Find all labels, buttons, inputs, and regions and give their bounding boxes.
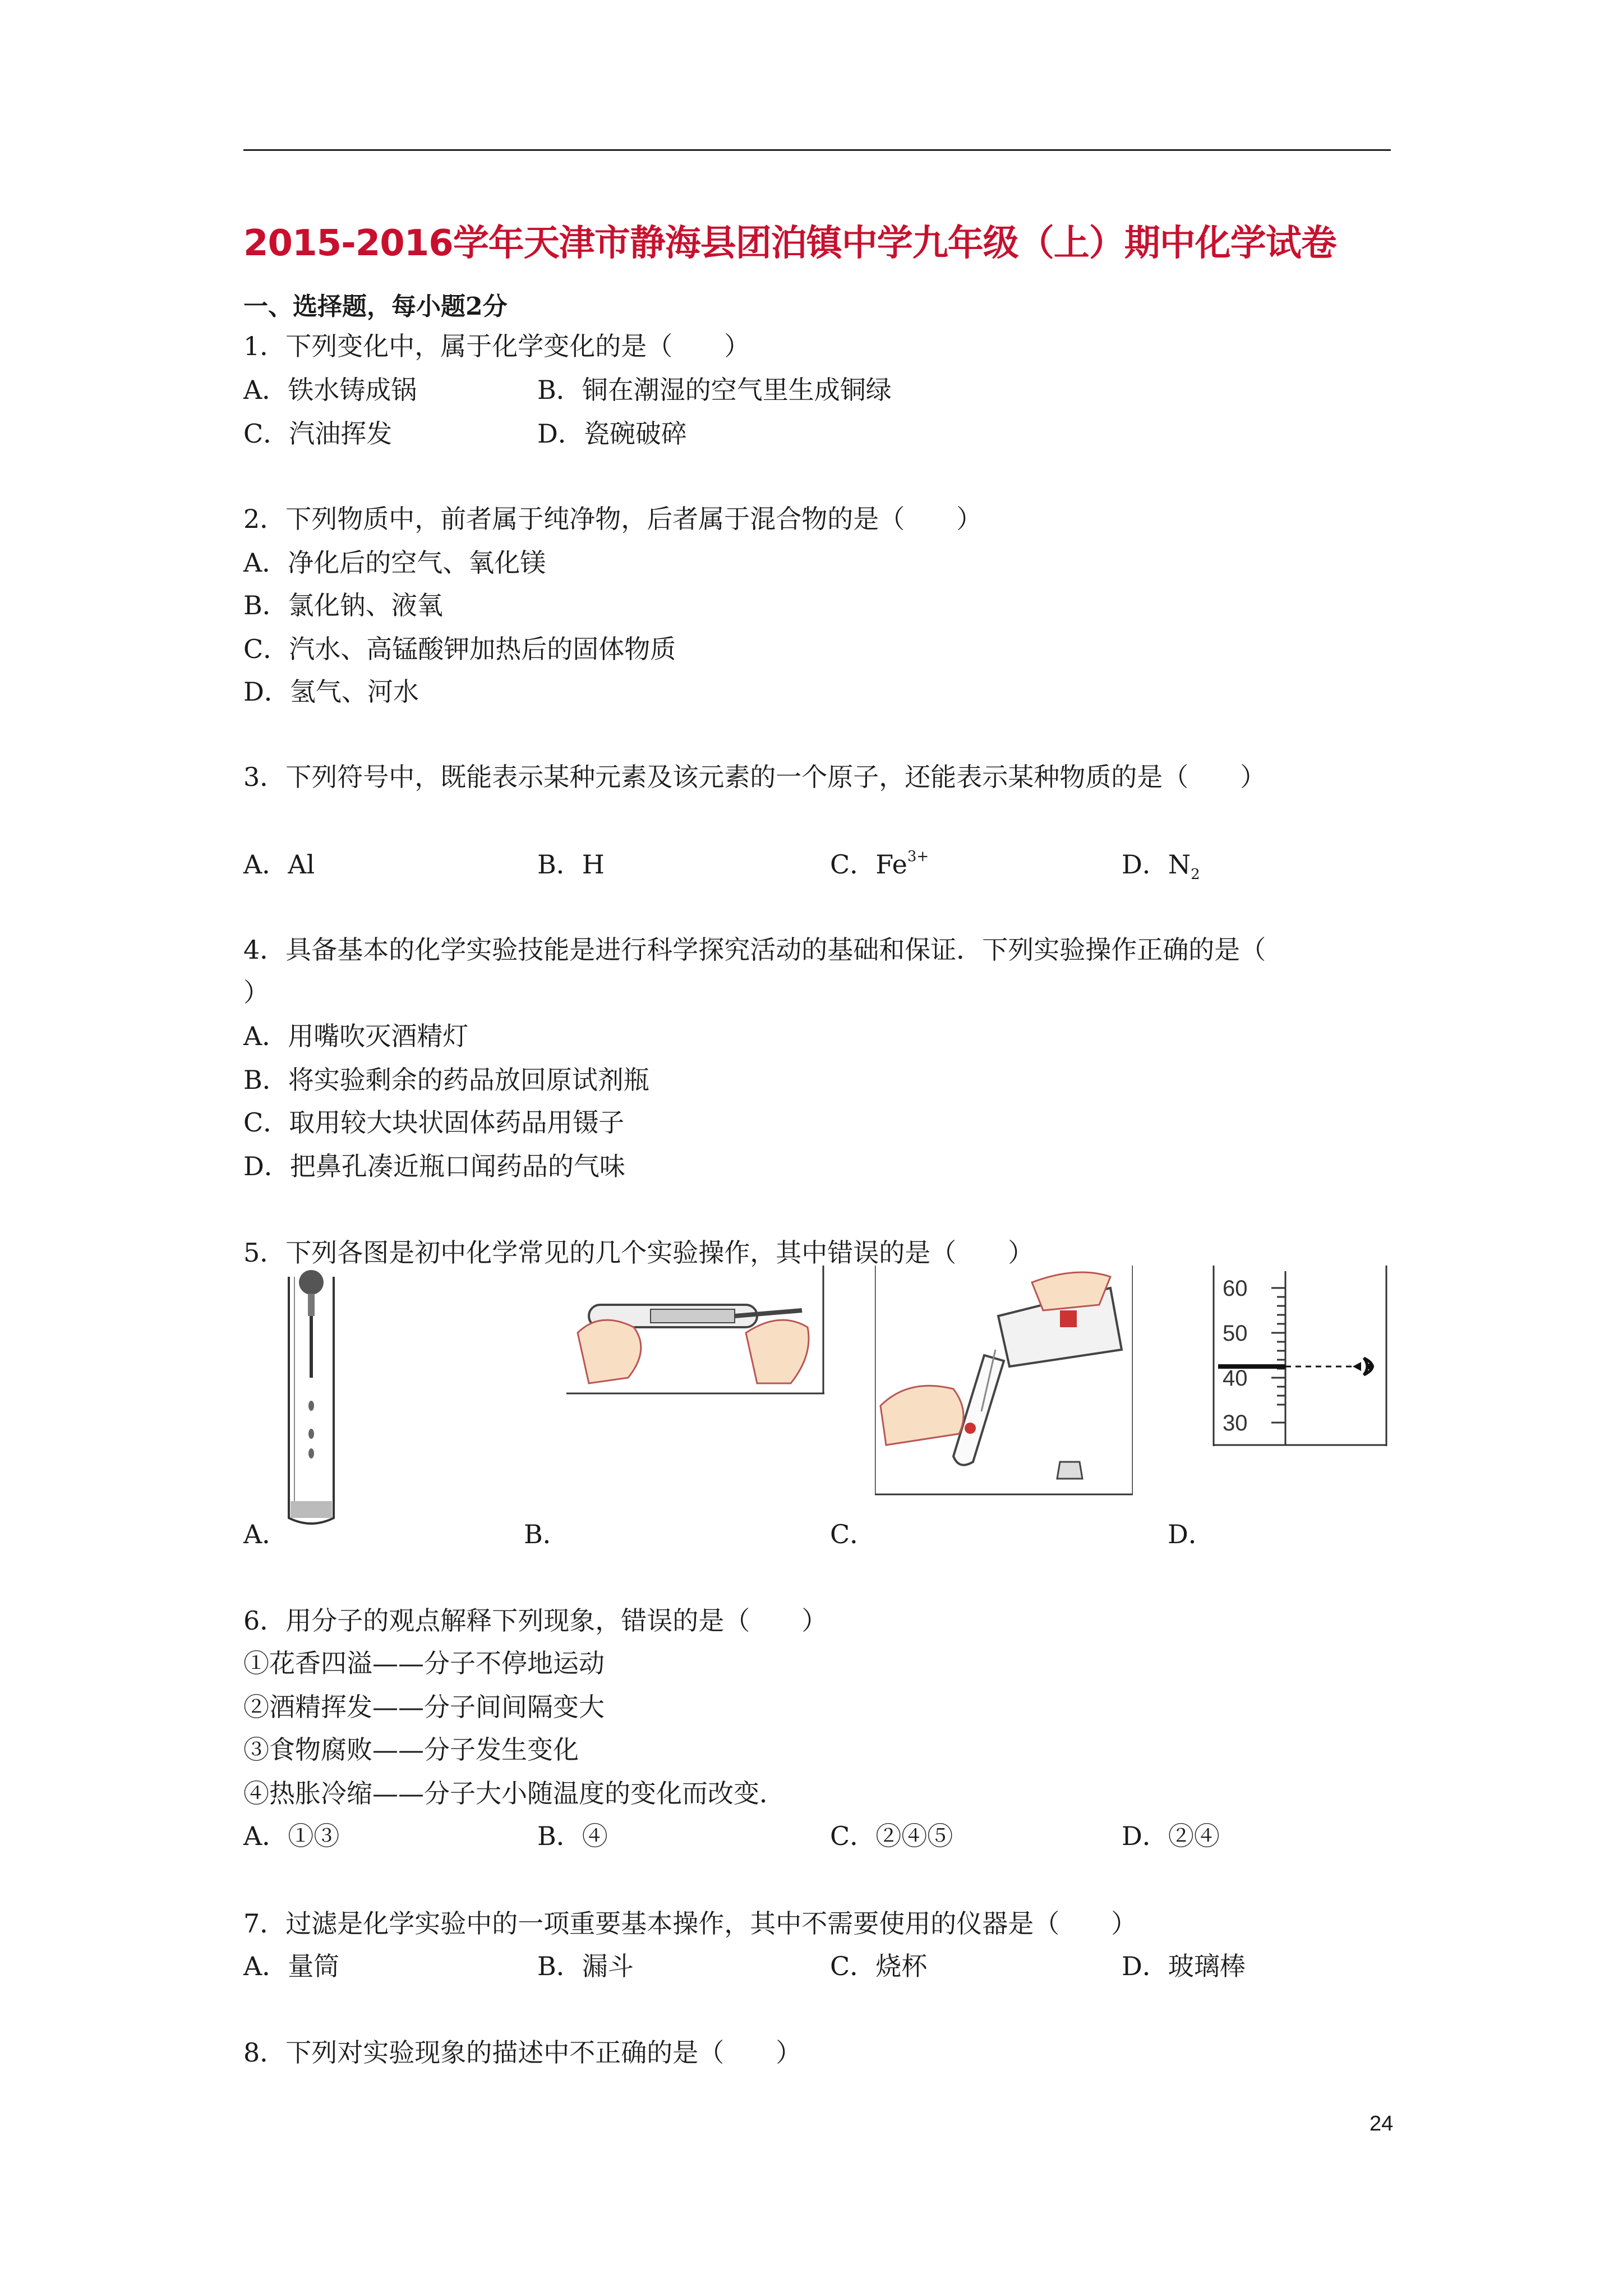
- q3-option-d-subscript: 2: [1191, 866, 1200, 883]
- q4-option-b: B．将实验剩余的药品放回原试剂瓶: [243, 1065, 649, 1095]
- figure-a-dropper-in-tube: [280, 1266, 342, 1529]
- q5-option-d: D．: [1168, 1519, 1214, 1549]
- q3-option-d-text: D．N: [1122, 849, 1191, 880]
- q5-option-a: A．: [243, 1519, 288, 1549]
- cylinder-tick-50: 50: [1223, 1321, 1248, 1346]
- q6-item-3: ③食物腐败——分子发生变化: [243, 1734, 579, 1765]
- question-5-stem: 5．下列各图是初中化学常见的几个实验操作，其中错误的是（ ）: [243, 1237, 1034, 1268]
- figure-b-tube-holding: [566, 1266, 824, 1395]
- question-1-stem: 1．下列变化中，属于化学变化的是（ ）: [243, 331, 750, 361]
- page-number: 24: [1370, 2112, 1394, 2136]
- q2-option-a: A．净化后的空气、氧化镁: [243, 547, 546, 578]
- question-6-stem: 6．用分子的观点解释下列现象，错误的是（ ）: [243, 1605, 828, 1636]
- q1-option-b: B．铜在潮湿的空气里生成铜绿: [537, 375, 892, 405]
- q6-item-2: ②酒精挥发——分子间间隔变大: [243, 1692, 605, 1722]
- cylinder-tick-30: 30: [1223, 1411, 1248, 1435]
- figure-d-cylinder-reading: [1212, 1266, 1392, 1446]
- q2-option-d: D．氢气、河水: [243, 677, 419, 707]
- q6-option-b: B．④: [537, 1821, 608, 1851]
- q7-option-d: D．玻璃棒: [1122, 1951, 1246, 1981]
- question-3-stem: 3．下列符号中，既能表示某种元素及该元素的一个原子，还能表示某种物质的是（ ）: [243, 762, 1266, 792]
- header-rule: [243, 149, 1391, 151]
- q1-option-d: D．瓷碗破碎: [537, 418, 687, 449]
- question-4-stem: 4．具备基本的化学实验技能是进行科学探究活动的基础和保证．下列实验操作正确的是（: [243, 935, 1266, 965]
- q3-option-d: [1122, 849, 1200, 883]
- q6-item-4: ④热胀冷缩——分子大小随温度的变化而改变．: [243, 1778, 785, 1809]
- q3-option-a: A．Al: [243, 849, 315, 880]
- q6-option-c: C．②④⑤: [830, 1821, 953, 1851]
- q1-option-c: C．汽油挥发: [243, 418, 393, 449]
- q7-option-c: C．烧杯: [830, 1951, 928, 1981]
- q6-option-a: A．①③: [243, 1821, 340, 1851]
- q2-option-b: B．氯化钠、液氧: [243, 590, 443, 620]
- question-4-stem-cont: ）: [243, 977, 269, 1007]
- q4-option-d: D．把鼻孔凑近瓶口闻药品的气味: [243, 1151, 625, 1181]
- q5-option-c: C．: [830, 1519, 876, 1549]
- figure-c-pouring-liquid: [875, 1266, 1133, 1496]
- section-heading: 一、选择题，每小题2分: [243, 292, 508, 321]
- question-2-stem: 2．下列物质中，前者属于纯净物，后者属于混合物的是（ ）: [243, 504, 983, 534]
- q4-option-a: A．用嘴吹灭酒精灯: [243, 1021, 469, 1051]
- q2-option-c: C．汽水、高锰酸钾加热后的固体物质: [243, 634, 676, 664]
- q3-option-c-charge: 3+: [907, 848, 929, 865]
- q7-option-b: B．漏斗: [537, 1951, 634, 1981]
- question-7-stem: 7．过滤是化学实验中的一项重要基本操作，其中不需要使用的仪器是（ ）: [243, 1908, 1137, 1939]
- q1-option-a: A．铁水铸成锅: [243, 375, 417, 405]
- q4-option-c: C．取用较大块状固体药品用镊子: [243, 1107, 625, 1138]
- q6-item-1: ①花香四溢——分子不停地运动: [243, 1648, 605, 1678]
- cylinder-tick-40: 40: [1223, 1366, 1248, 1391]
- q5-option-b: B．: [524, 1519, 569, 1549]
- question-8-stem: 8．下列对实验现象的描述中不正确的是（ ）: [243, 2037, 802, 2068]
- cylinder-tick-60: 60: [1223, 1276, 1248, 1301]
- q3-option-c: [830, 848, 929, 880]
- q6-option-d: D．②④: [1122, 1821, 1220, 1851]
- exam-title: 2015-2016学年天津市静海县团泊镇中学九年级（上）期中化学试卷: [243, 223, 1336, 264]
- q3-option-b: B．H: [537, 849, 605, 880]
- q3-option-c-text: C．Fe: [830, 849, 907, 880]
- q7-option-a: A．量筒: [243, 1951, 340, 1981]
